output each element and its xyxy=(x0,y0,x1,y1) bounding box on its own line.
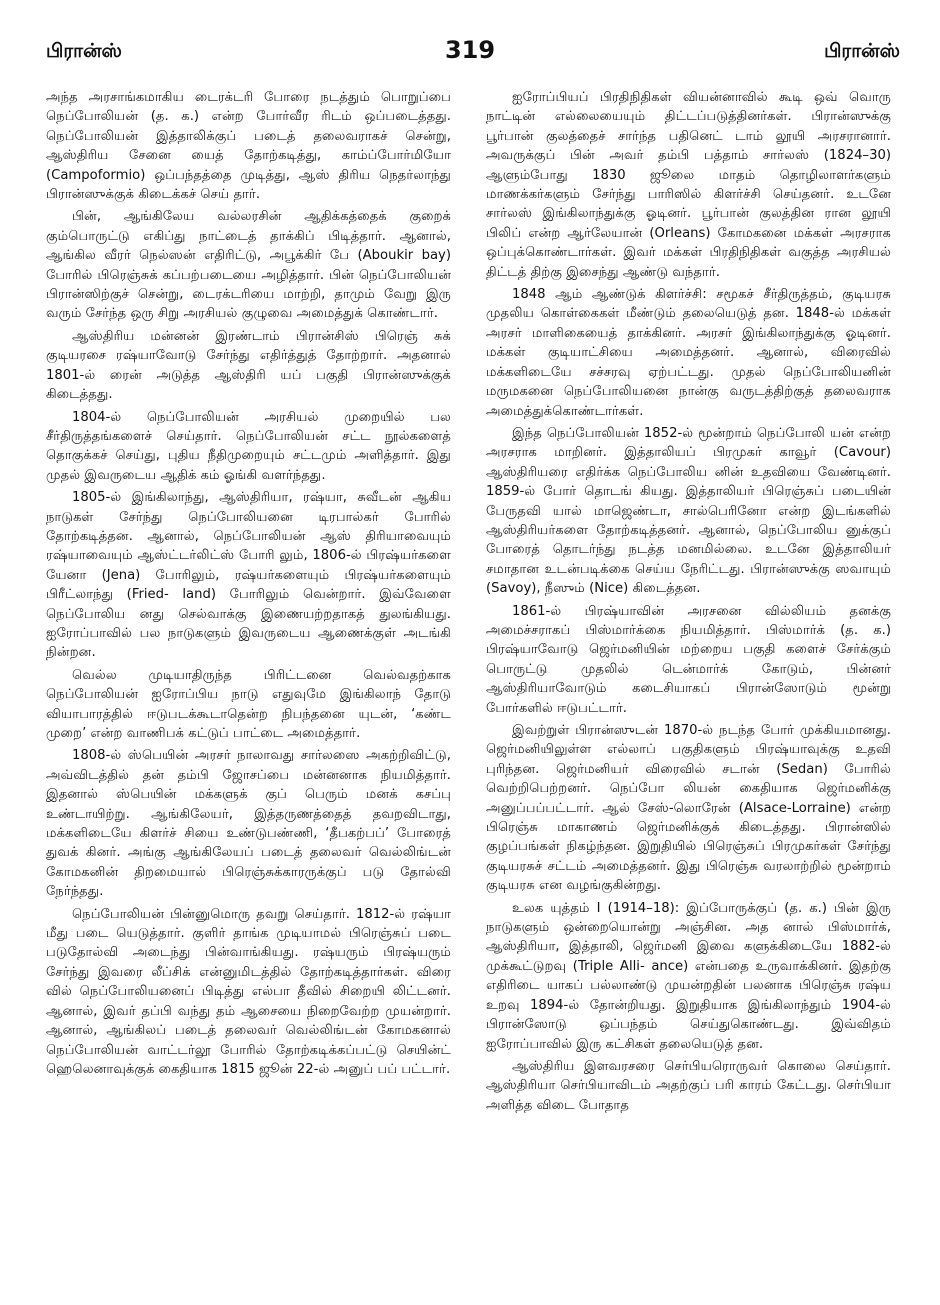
paragraph: 1861-ல் பிரஷ்யாவின் அரசனை வில்லியம் தனக்கு அமைச்சராகப் பிஸ்மார்க்கை நியமித்தார். பிஸ்மார்க் (த. க.) பிரஷ்யாவோடு ஜெர்மனியின் மற்றைய பகுதி களைச் சேர்க்கும் பொருட்டு முதலில் டென்மார்க் கோடும், பின்னர் ஆஸ்திரியாவோடும் கடைசியாகப் பிரான்ஸோடும் மூன்று போர்களில் ஈடுபட்டார். xyxy=(486,603,891,716)
paragraph: இந்த நெப்போலியன் 1852-ல் மூன்றாம் நெப்போலி யன் என்ற அரசராக மாறினர். இத்தாலியப் பிரமுகர் காவூர் (Cavour) ஆஸ்திரியரை எதிர்க்க நெப்போலிய னின் உதவியை வேண்டினர். 1859-ல் போர் தொடங் கியது. இத்தாலியர் பிரெஞ்சுப் படையின் பேருதவி யால் மாஜெண்டா, சால்பெரினோ என்ற இடங்களில் ஆஸ்திரியர்களை தோற்கடித்தனர். ஆனால், நெப்போலிய னுக்குப் போரைத் தொடர்ந்து நடத்த மனமில்லை. உடனே இத்தாலியர் சமாதான உடன்படிக்கை செய்ய நேரிட்டது. பிரான்ஸுக்கு ஸவாயும் (Savoy), நீஸும் (Nice) கிடைத்தன. xyxy=(486,425,891,597)
paragraph: 1808-ல் ஸ்பெயின் அரசர் நாலாவது சார்லஸை அகற்றிவிட்டு, அவ்விடத்தில் தன் தம்பி ஜோசப்பை மன்னனாக நியமித்தார். இதனால் ஸ்பெயின் மக்களுக் குப் பெரும் மனக் கசப்பு உண்டாயிற்று. ஆங்கிலேயர், இத்தருணத்தைத் தவறவிடாது, மக்களிடையே கிளர்ச் சியை உண்டுபண்ணி, ‘தீபகற்பப்’ போரைத் துவக் கினர். அங்கு ஆங்கிலேயப் படைத் தலைவர் வெல்லிங்டன் கோமகனின் திறமையால் பிரெஞ்சுக்காரருக்குப் படு தோல்வி நேர்ந்தது. xyxy=(46,748,451,900)
page-number: 319 xyxy=(444,36,496,64)
paragraph: ஐரோப்பியப் பிரதிநிதிகள் வியன்னாவில் கூடி ஒவ் வொரு நாட்டின் எல்லையையும் திட்டப்படுத்தினர்கள். பிரான்ஸுக்கு பூர்பான் குலத்தைச் சார்ந்த பதினெட் டாம் லூயி அரசரானார். அவருக்குப் பின் அவர் தம்பி பத்தாம் சார்லஸ் (1824–30) ஆளும்போது 1830 ஜூலை மாதம் தொழிலாளர்களும் மாணக்கர்களும் சேர்ந்து பாரிஸில் கிளர்ச்சி செய்தனர். உடனே சார்லஸ் இங்கிலாந்துக்கு ஓடினர். பூர்பான் குலத்தின ரான லூயி பிலிப் என்ற ஆர்லேயான் (Orleans) கோமகனை மக்கள் அரசராக ஒப்புக்கொண்டார்கள். இவர் மக்கள் பிரதிநிதிகள் வகுத்த அரசியல் திட்டத் திற்கு இசைந்து ஆண்டு வந்தார். xyxy=(486,90,891,280)
paragraph: ஆஸ்திரிய மன்னன் இரண்டாம் பிரான்சிஸ் பிரெஞ் சுக் குடியரசை ரஷ்யாவோடு சேர்ந்து எதிர்த்துத் தோற்றார். அதனால் 1801-ல் ரைன் அடுத்த ஆஸ்திரி யப் பகுதி பிரான்ஸுக்குக் கிடைத்தது. xyxy=(46,328,451,403)
paragraph: வெல்ல முடியாதிருந்த பிரிட்டனை வெல்வதற்காக நெப்போலியன் ஐரோப்பிய நாடு எதுவுமே இங்கிலாந் தோடு வியாபாரத்தில் ஈடுபடக்கூடாதென்ற நிபந்தனை யுடன், ‘கண்ட முறை’ என்ற வாணிபக் கட்டுப் பாட்டை அமைத்தார். xyxy=(46,667,451,741)
paragraph: அந்த அரசாங்கமாகிய டைரக்டரி போரை நடத்தும் பொறுப்பை நெப்போலியன் (த. க.) என்ற போர்வீர ரிடம் ஒப்படைத்தது. நெப்போலியன் இத்தாலிக்குப் படைத் தலைவராகச் சென்று, ஆஸ்திரிய சேனை யைத் தோற்கடித்து, காம்ப்போர்மியோ (Campoformio) ஒப்பந்தத்தை முடித்து, ஆஸ் திரிய நெதர்லாந்து பிரான்ஸுக்குக் கிடைக்கச் செய் தார். xyxy=(46,90,451,203)
paragraph: இவற்றுள் பிரான்ஸுடன் 1870-ல் நடந்த போர் முக்கியமானது. ஜெர்மனியிலுள்ள எல்லாப் பகுதிகளும் பிரஷ்யாவுக்கு உதவி புரிந்தன. ஜெர்மனியர் விரைவில் சடான் (Sedan) போரில் வெற்றிபெற்றனர். நெப்போ லியன் கைதியாக ஜெர்மனிக்கு அனுப்பப்பட்டார். ஆல் சேஸ்-லொரேன் (Alsace-Lorraine) என்ற பிரெஞ்சு மாகாணம் ஜெர்மனிக்குக் கிடைத்தது. பிரான்ஸில் குழப்பங்கள் நிகழ்ந்தன. இறுதியில் பிரெஞ்சுப் பிரமுகர்கள் சேர்ந்து குடியரசுச் சட்டம் அமைத்தனர். இது பிரெஞ்சு வரலாற்றில் மூன்றாம் குடியரசு என வழங்குகின்றது. xyxy=(486,723,891,894)
paragraph: 1804-ல் நெப்போலியன் அரசியல் முறையில் பல சீர்திருத்தங்களைச் செய்தார். நெப்போலியன் சட்ட நூல்களைத் தொகுக்கச் செய்து, புதிய நீதிமுறையும் சட்டமும் அளித்தார். இது முதல் இவருடைய ஆதிக் கம் ஓங்கி வளர்ந்தது. xyxy=(46,409,451,483)
paragraph: உலக யுத்தம் I (1914–18): இப்போருக்குப் (த. க.) பின் இரு நாடுகளும் ஒன்றையொன்று அஞ்சின. அத னால் பிஸ்மார்க், ஆஸ்திரியா, இத்தாலி, ஜெர்மனி இவை களுக்கிடையே 1882-ல் முக்கூட்டுறவு (Triple Alli- ance) என்பதை உருவாக்கினர். இதற்கு எதிரிடை யாகப் பல்லாண்டு முயன்றதின் பலனாக பிரெஞ்சு ரஷ்ய உறவு 1894-ல் தோன்றியது. இறுதியாக இங்கிலாந்தும் 1904-ல் பிரான்ஸோடு ஒப்பந்தம் செய்துகொண்டது. இவ்விதம் ஐரோப்பாவில் இரு கட்சிகள் தலையெடுத் தன. xyxy=(486,900,891,1052)
running-head-left: பிரான்ஸ் xyxy=(46,40,122,62)
left-column xyxy=(46,88,451,1082)
page-header xyxy=(0,0,940,80)
running-head-right: பிரான்ஸ் xyxy=(824,40,900,62)
paragraph: பின், ஆங்கிலேய வல்லரசின் ஆதிக்கத்தைக் குறைக் கும்பொருட்டு எகிப்து நாட்டைத் தாக்கிப் பிடித்தார். ஆனால், ஆங்கில வீரர் நெல்ஸன் எதிரிட்டு, அபூக்கிர் பே (Aboukir bay) போரில் பிரெஞ்சுக் கப்பற்படையை அழித்தார். பின் நெப்போலியன் பிரான்ஸிற்குச் சென்று, டைரக்டரியை மாற்றி, தாமும் வேறு இரு வரும் சேர்ந்த ஒரு சிறு அரசியல் குழுவை அமைத்துக் கொண்டார். xyxy=(46,209,451,322)
paragraph: நெப்போலியன் பின்னுமொரு தவறு செய்தார். 1812-ல் ரஷ்யா மீது படை யெடுத்தார். குளிர் தாங்க முடியாமல் பிரெஞ்சுப் படை படுதோல்வி அடைந்து பின்வாங்கியது. ரஷ்யரும் பிரஷ்யரும் சேர்ந்து இவரை லீப்சிக் என்னுமிடத்தில் தோற்கடித்தார்கள். விரை வில் நெப்போலியனைப் பிடித்து எல்பா தீவில் சிறையி லிட்டனர். ஆனால், இவர் தப்பி வந்து தம் ஆசையை நிறைவேற்ற முயன்றார். ஆனால், ஆங்கிலப் படைத் தலைவர் வெல்லிங்டன் கோமகனால் நெப்போலியன் வாட்டர்லூ போரில் தோற்கடிக்கப்பட்டு செயின்ட் ஹெலெனாவுக்குக் கைதியாக 1815 ஜூன் 22-ல் அனுப் பப் பட்டார். xyxy=(46,906,451,1077)
paragraph: 1805-ல் இங்கிலாந்து, ஆஸ்திரியா, ரஷ்யா, சுவீடன் ஆகிய நாடுகள் சேர்ந்து நெப்போலியனை டிரபால்கர் போரில் தோற்கடித்தன. ஆனால், நெப்போலியன் ஆஸ் திரியாவையும் ரஷ்யாவையும் ஆஸ்ட்டர்லிட்ஸ் போரி லும், 1806-ல் பிரஷ்யர்களை யேனா (Jena) போரிலும், ரஷ்யர்களையும் பிரஷ்யர்களையும் பிரீட்லாந்து (Fried- land) போரிலும் வென்றார். இவ்வேளை நெப்போலிய னது செல்வாக்கு இணையற்றதாகத் துலங்கியது. ஐரோப்பாவில் பல நாடுகளும் இவருடைய ஆணைக்குள் அடங்கி நின்றன. xyxy=(46,490,451,661)
right-column xyxy=(486,88,891,1118)
paragraph: 1848 ஆம் ஆண்டுக் கிளர்ச்சி: சமூகச் சீர்திருத்தம், குடியரசு முதலிய கொள்கைகள் மீண்டும் தலையெடுத் தன. 1848-ல் மக்கள் அரசர் மாளிகையைத் தாக்கினர். அரசர் இங்கிலாந்துக்கு ஓடினர். மக்கள் குடியாட்சியை அமைத்தனர். ஆனால், விரைவில் மக்களிடையே சச்சரவு ஏற்பட்டது. முதல் நெப்போலியனின் மருமகனை நெப்போலியனை நான்கு வருடத்திற்குத் தலைவராக அமைத்துக்கொண்டார்கள். xyxy=(486,287,891,419)
paragraph: ஆஸ்திரிய இளவரசரை செர்பியரொருவர் கொலை செய்தார். ஆஸ்திரியா செர்பியாவிடம் அதற்குப் பரி காரம் கேட்டது. செர்பியா அளித்த விடை போதாத xyxy=(486,1058,891,1113)
